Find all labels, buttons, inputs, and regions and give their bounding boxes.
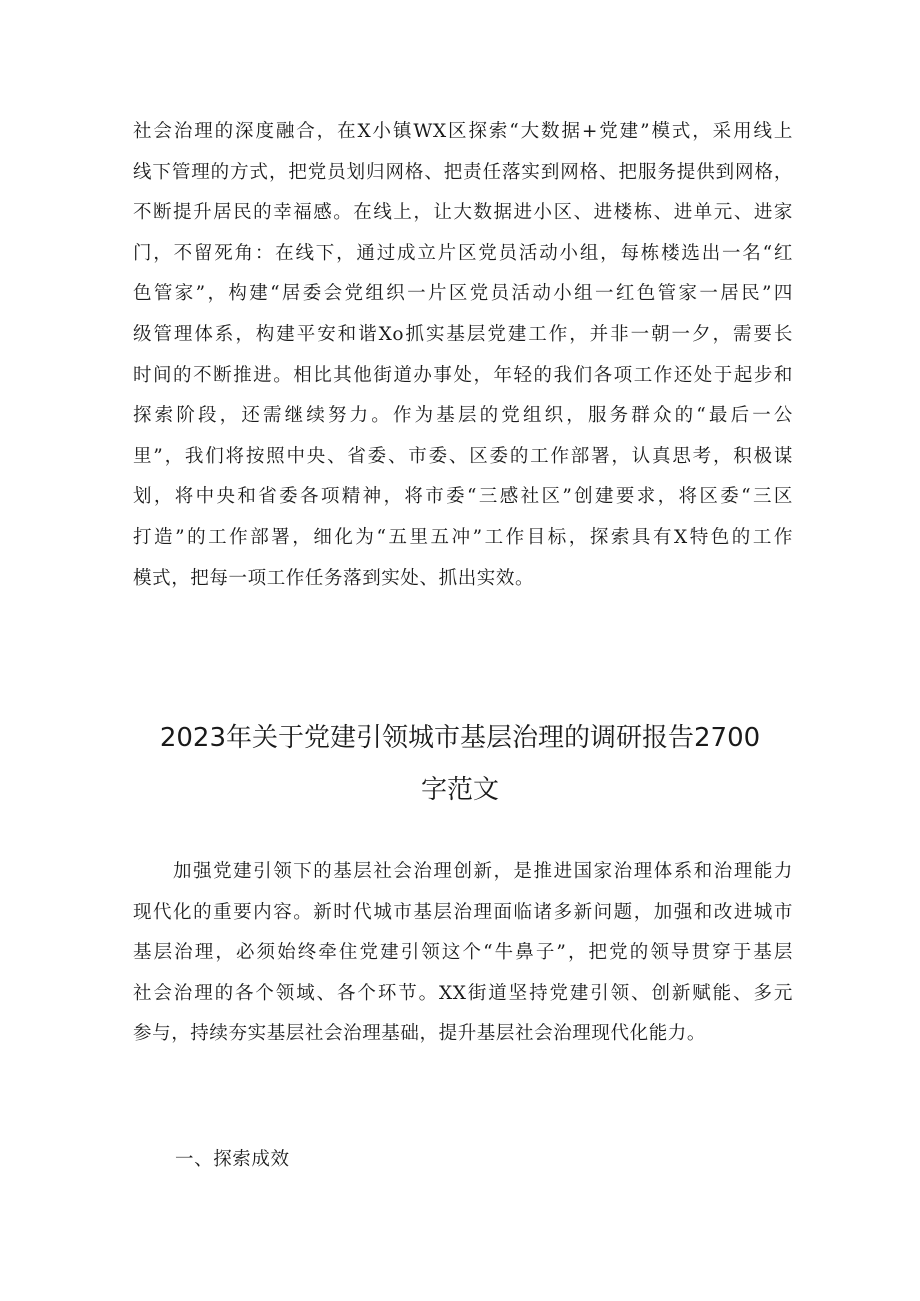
paragraph-line: 基层治理，必须始终牵住党建引领这个“牛鼻子”，把党的领导贯穿于基层	[133, 942, 793, 964]
body-paragraph-2	[133, 852, 793, 1055]
paragraph-line: 划，将中央和省委各项精神，将市委“三感社区”创建要求，将区委“三区	[133, 486, 793, 508]
paragraph-line: 门，不留死角：在线下，通过成立片区党员活动小组，每栋楼选出一名“红	[133, 242, 793, 264]
body-paragraph-1	[133, 112, 793, 599]
paragraph-line: 加强党建引领下的基层社会治理创新，是推进国家治理体系和治理能力	[133, 861, 793, 882]
paragraph-line: 线下管理的方式，把党员划归网格、把责任落实到网格、把服务提供到网格，	[133, 161, 793, 183]
title-line-2: 字范文	[420, 775, 499, 805]
title-line-1: 2023年关于党建引领城市基层治理的调研报告2700	[159, 723, 761, 753]
paragraph-line: 色管家”，构建“居委会党组织一片区党员活动小组一红色管家一居民”四	[133, 283, 793, 305]
paragraph-line: 里”，我们将按照中央、省委、市委、区委的工作部署，认真思考，积极谋	[133, 445, 793, 467]
section-heading: 一、探索成效	[175, 1149, 290, 1170]
paragraph-line: 社会治理的深度融合，在X小镇WX区探索“大数据+党建”模式，采用线上	[133, 121, 793, 142]
paragraph-line: 参与，持续夯实基层社会治理基础，提升基层社会治理现代化能力。	[133, 1023, 707, 1045]
paragraph-line: 社会治理的各个领域、各个环节。XX街道坚持党建引领、创新赋能、多元	[133, 982, 793, 1004]
paragraph-line: 打造”的工作部署，细化为“五里五冲”工作目标，探索具有X特色的工作	[133, 526, 793, 548]
paragraph-line: 级管理体系，构建平安和谐Xo抓实基层党建工作，并非一朝一夕，需要长	[133, 323, 793, 345]
paragraph-line: 现代化的重要内容。新时代城市基层治理面临诸多新问题，加强和改进城市	[133, 901, 793, 923]
paragraph-line: 不断提升居民的幸福感。在线上，让大数据进小区、进楼栋、进单元、进家	[133, 202, 793, 224]
paragraph-line: 时间的不断推进。相比其他街道办事处，年轻的我们各项工作还处于起步和	[133, 364, 793, 386]
paragraph-line: 探索阶段，还需继续努力。作为基层的党组织，服务群众的“最后一公	[133, 405, 793, 427]
report-title	[0, 712, 920, 816]
paragraph-line: 模式，把每一项工作任务落到实处、抓出实效。	[133, 567, 535, 589]
